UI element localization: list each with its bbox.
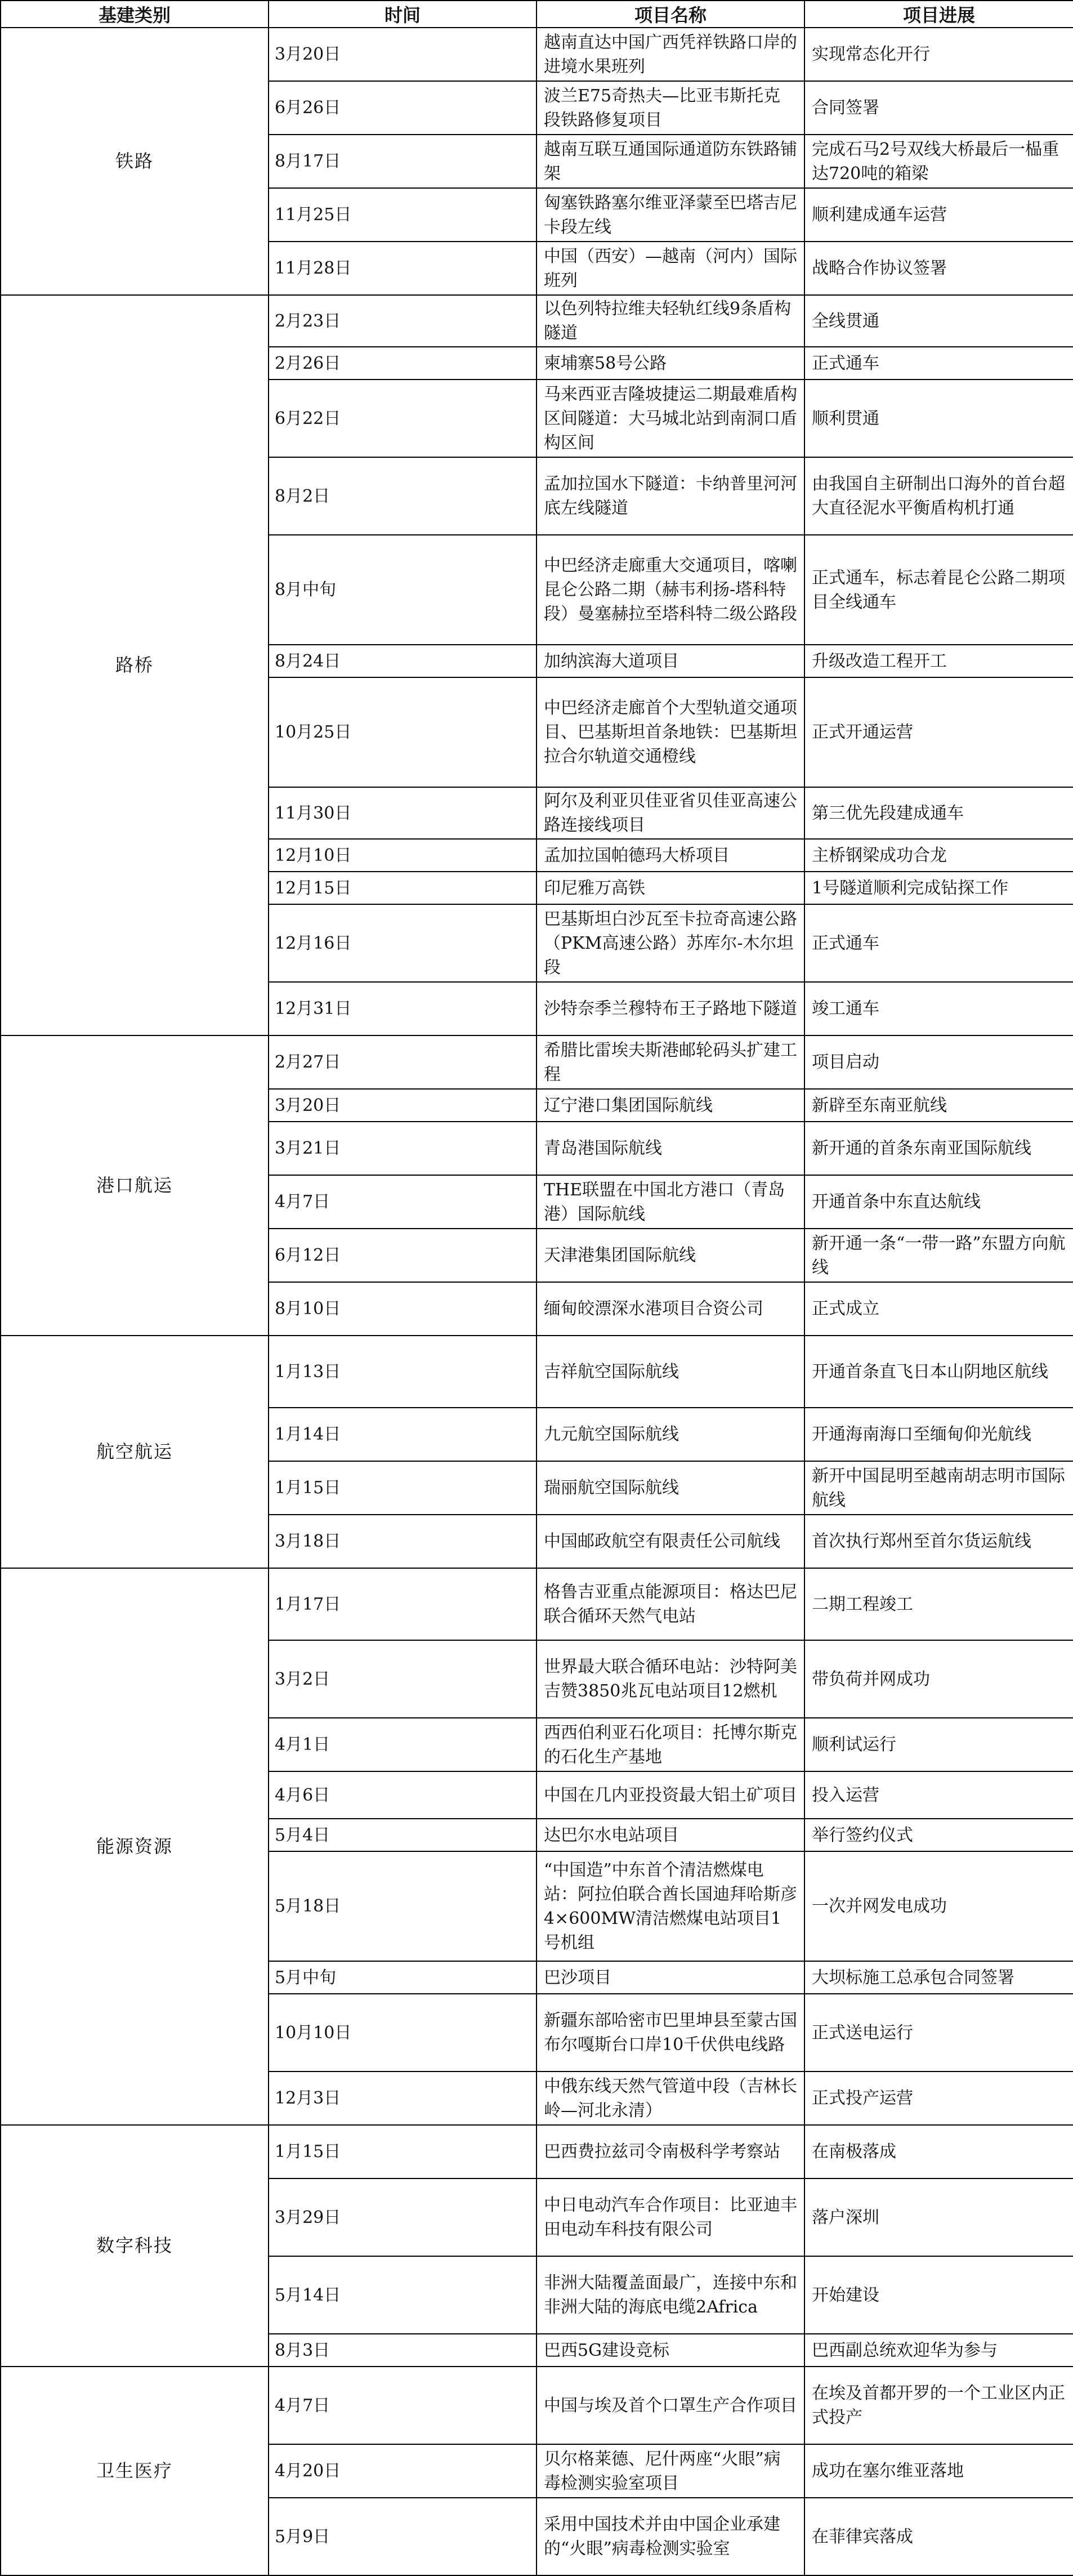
progress-cell: 实现常态化开行 (804, 28, 1073, 81)
time-cell: 2月27日 (269, 1035, 536, 1089)
project-name-cell: 新疆东部哈密市巴里坤县至蒙古国布尔嘎斯台口岸10千伏供电线路 (536, 1994, 804, 2071)
project-name-cell: 孟加拉国帕德玛大桥项目 (536, 839, 804, 872)
table-row (1, 28, 1073, 81)
project-name-cell: 巴西费拉兹司令南极科学考察站 (536, 2125, 804, 2178)
progress-cell: 全线贯通 (804, 295, 1073, 347)
time-cell: 1月15日 (269, 2125, 536, 2178)
project-name-cell: 沙特奈季兰穆特布王子路地下隧道 (536, 982, 804, 1035)
time-cell: 3月18日 (269, 1515, 536, 1568)
project-name-cell: 越南互联互通国际通道防东铁路铺架 (536, 135, 804, 188)
table-row (1, 295, 1073, 347)
progress-cell: 首次执行郑州至首尔货运航线 (804, 1515, 1073, 1568)
progress-cell: 顺利贯通 (804, 380, 1073, 457)
project-name-cell: 匈塞铁路塞尔维亚泽蒙至巴塔吉尼卡段左线 (536, 188, 804, 242)
project-name-cell: 世界最大联合循环电站：沙特阿美吉赞3850兆瓦电站项目12燃机 (536, 1640, 804, 1718)
time-cell: 1月17日 (269, 1568, 536, 1640)
progress-cell: 成功在塞尔维亚落地 (804, 2444, 1073, 2498)
progress-cell: 合同签署 (804, 81, 1073, 135)
time-cell: 11月28日 (269, 242, 536, 295)
progress-cell: 新开通的首条东南亚国际航线 (804, 1122, 1073, 1175)
time-cell: 4月7日 (269, 1175, 536, 1229)
progress-cell: 一次并网发电成功 (804, 1851, 1073, 1961)
table-row (1, 2367, 1073, 2444)
progress-cell: 完成石马2号双线大桥最后一榀重达720吨的箱梁 (804, 135, 1073, 188)
time-cell: 12月10日 (269, 839, 536, 872)
time-cell: 11月30日 (269, 787, 536, 839)
category-cell: 路桥 (1, 295, 269, 1035)
table-row (1, 1035, 1073, 1089)
time-cell: 5月4日 (269, 1819, 536, 1851)
project-name-cell: 九元航空国际航线 (536, 1408, 804, 1461)
progress-cell: 正式成立 (804, 1282, 1073, 1336)
project-name-cell: 阿尔及利亚贝佳亚省贝佳亚高速公路连接线项目 (536, 787, 804, 839)
progress-cell: 正式通车 (804, 904, 1073, 982)
project-name-cell: THE联盟在中国北方港口（青岛港）国际航线 (536, 1175, 804, 1229)
project-name-cell: 希腊比雷埃夫斯港邮轮码头扩建工程 (536, 1035, 804, 1089)
progress-cell: 正式投产运营 (804, 2071, 1073, 2125)
time-cell: 8月17日 (269, 135, 536, 188)
category-cell: 航空航运 (1, 1336, 269, 1568)
project-name-cell: 缅甸皎漂深水港项目合资公司 (536, 1282, 804, 1336)
time-cell: 4月20日 (269, 2444, 536, 2498)
project-name-cell: 达巴尔水电站项目 (536, 1819, 804, 1851)
project-name-cell: 中国（西安）—越南（河内）国际班列 (536, 242, 804, 295)
time-cell: 5月14日 (269, 2256, 536, 2334)
project-name-cell: 西西伯利亚石化项目：托博尔斯克的石化生产基地 (536, 1718, 804, 1771)
category-cell: 能源资源 (1, 1568, 269, 2125)
table-row (1, 2125, 1073, 2178)
project-name-cell: 中巴经济走廊首个大型轨道交通项目、巴基斯坦首条地铁：巴基斯坦拉合尔轨道交通橙线 (536, 677, 804, 787)
progress-cell: 新开通一条“一带一路”东盟方向航线 (804, 1229, 1073, 1282)
time-cell: 8月10日 (269, 1282, 536, 1336)
project-name-cell: 马来西亚吉隆坡捷运二期最难盾构区间隧道：大马城北站到南洞口盾构区间 (536, 380, 804, 457)
project-name-cell: 中俄东线天然气管道中段（吉林长岭—河北永清） (536, 2071, 804, 2125)
progress-cell: 正式通车 (804, 347, 1073, 380)
progress-cell: 由我国自主研制出口海外的首台超大直径泥水平衡盾构机打通 (804, 457, 1073, 535)
project-name-cell: 吉祥航空国际航线 (536, 1336, 804, 1408)
project-name-cell: 巴基斯坦白沙瓦至卡拉奇高速公路（PKM高速公路）苏库尔-木尔坦段 (536, 904, 804, 982)
progress-cell: 在埃及首都开罗的一个工业区内正式投产 (804, 2367, 1073, 2444)
time-cell: 6月22日 (269, 380, 536, 457)
project-name-cell: 中日电动汽车合作项目：比亚迪丰田电动车科技有限公司 (536, 2178, 804, 2256)
time-cell: 11月25日 (269, 188, 536, 242)
time-cell: 5月中旬 (269, 1961, 536, 1994)
project-name-cell: 贝尔格莱德、尼什两座“火眼”病毒检测实验室项目 (536, 2444, 804, 2498)
time-cell: 12月15日 (269, 872, 536, 904)
progress-cell: 在菲律宾落成 (804, 2498, 1073, 2575)
project-name-cell: 以色列特拉维夫轻轨红线9条盾构隧道 (536, 295, 804, 347)
progress-cell: 第三优先段建成通车 (804, 787, 1073, 839)
table-row (1, 1568, 1073, 1640)
progress-cell: 投入运营 (804, 1771, 1073, 1819)
project-name-cell: “中国造”中东首个清洁燃煤电站：阿拉伯联合酋长国迪拜哈斯彦4×600MW清洁燃煤电站项目1号机组 (536, 1851, 804, 1961)
progress-cell: 顺利建成通车运营 (804, 188, 1073, 242)
time-cell: 1月14日 (269, 1408, 536, 1461)
time-cell: 3月20日 (269, 1089, 536, 1122)
progress-cell: 升级改造工程开工 (804, 645, 1073, 677)
progress-cell: 开通首条中东直达航线 (804, 1175, 1073, 1229)
progress-cell: 顺利试运行 (804, 1718, 1073, 1771)
progress-cell: 竣工通车 (804, 982, 1073, 1035)
progress-cell: 正式通车，标志着昆仑公路二期项目全线通车 (804, 535, 1073, 645)
progress-cell: 大坝标施工总承包合同签署 (804, 1961, 1073, 1994)
time-cell: 5月9日 (269, 2498, 536, 2575)
progress-cell: 战略合作协议签署 (804, 242, 1073, 295)
progress-cell: 开通首条直飞日本山阴地区航线 (804, 1336, 1073, 1408)
progress-cell: 开始建设 (804, 2256, 1073, 2334)
progress-cell: 正式开通运营 (804, 677, 1073, 787)
time-cell: 1月13日 (269, 1336, 536, 1408)
progress-cell: 举行签约仪式 (804, 1819, 1073, 1851)
time-cell: 10月10日 (269, 1994, 536, 2071)
project-name-cell: 波兰E75奇热夫—比亚韦斯托克段铁路修复项目 (536, 81, 804, 135)
progress-cell: 1号隧道顺利完成钻探工作 (804, 872, 1073, 904)
progress-cell: 项目启动 (804, 1035, 1073, 1089)
progress-cell: 带负荷并网成功 (804, 1640, 1073, 1718)
project-name-cell: 中国邮政航空有限责任公司航线 (536, 1515, 804, 1568)
time-cell: 10月25日 (269, 677, 536, 787)
project-name-cell: 巴沙项目 (536, 1961, 804, 1994)
project-name-cell: 中国与埃及首个口罩生产合作项目 (536, 2367, 804, 2444)
time-cell: 12月16日 (269, 904, 536, 982)
time-cell: 2月23日 (269, 295, 536, 347)
time-cell: 1月15日 (269, 1461, 536, 1515)
time-cell: 3月29日 (269, 2178, 536, 2256)
progress-cell: 新辟至东南亚航线 (804, 1089, 1073, 1122)
category-cell: 数字科技 (1, 2125, 269, 2367)
project-name-cell: 柬埔寨58号公路 (536, 347, 804, 380)
time-cell: 3月21日 (269, 1122, 536, 1175)
time-cell: 8月24日 (269, 645, 536, 677)
project-name-cell: 印尼雅万高铁 (536, 872, 804, 904)
project-name-cell: 中巴经济走廊重大交通项目，喀喇昆仑公路二期（赫韦利扬-塔科特段）曼塞赫拉至塔科特二级公路段 (536, 535, 804, 645)
project-name-cell: 青岛港国际航线 (536, 1122, 804, 1175)
table-row (1, 1336, 1073, 1408)
progress-cell: 主桥钢梁成功合龙 (804, 839, 1073, 872)
time-cell: 12月3日 (269, 2071, 536, 2125)
time-cell: 4月6日 (269, 1771, 536, 1819)
project-name-cell: 加纳滨海大道项目 (536, 645, 804, 677)
progress-cell: 开通海南海口至缅甸仰光航线 (804, 1408, 1073, 1461)
time-cell: 8月中旬 (269, 535, 536, 645)
header-category: 基建类别 (1, 1, 269, 28)
time-cell: 8月3日 (269, 2334, 536, 2367)
project-name-cell: 巴西5G建设竞标 (536, 2334, 804, 2367)
time-cell: 5月18日 (269, 1851, 536, 1961)
time-cell: 6月12日 (269, 1229, 536, 1282)
time-cell: 3月20日 (269, 28, 536, 81)
header-project-name: 项目名称 (536, 1, 804, 28)
table-body (1, 28, 1073, 2575)
time-cell: 6月26日 (269, 81, 536, 135)
header-progress: 项目进展 (804, 1, 1073, 28)
progress-cell: 二期工程竣工 (804, 1568, 1073, 1640)
time-cell: 3月2日 (269, 1640, 536, 1718)
project-name-cell: 格鲁吉亚重点能源项目：格达巴尼联合循环天然气电站 (536, 1568, 804, 1640)
time-cell: 8月2日 (269, 457, 536, 535)
header-time: 时间 (269, 1, 536, 28)
category-cell: 港口航运 (1, 1035, 269, 1336)
time-cell: 12月31日 (269, 982, 536, 1035)
progress-cell: 落户深圳 (804, 2178, 1073, 2256)
project-name-cell: 非洲大陆覆盖面最广，连接中东和非洲大陆的海底电缆2Africa (536, 2256, 804, 2334)
project-name-cell: 中国在几内亚投资最大铝土矿项目 (536, 1771, 804, 1819)
progress-cell: 新开中国昆明至越南胡志明市国际航线 (804, 1461, 1073, 1515)
time-cell: 4月1日 (269, 1718, 536, 1771)
project-name-cell: 孟加拉国水下隧道：卡纳普里河河底左线隧道 (536, 457, 804, 535)
header-row (1, 1, 1073, 28)
project-name-cell: 越南直达中国广西凭祥铁路口岸的进境水果班列 (536, 28, 804, 81)
progress-cell: 在南极落成 (804, 2125, 1073, 2178)
progress-cell: 正式送电运行 (804, 1994, 1073, 2071)
time-cell: 4月7日 (269, 2367, 536, 2444)
category-cell: 铁路 (1, 28, 269, 295)
category-cell: 卫生医疗 (1, 2367, 269, 2575)
time-cell: 2月26日 (269, 347, 536, 380)
project-name-cell: 采用中国技术并由中国企业承建的“火眼”病毒检测实验室 (536, 2498, 804, 2575)
project-name-cell: 天津港集团国际航线 (536, 1229, 804, 1282)
project-name-cell: 辽宁港口集团国际航线 (536, 1089, 804, 1122)
progress-cell: 巴西副总统欢迎华为参与 (804, 2334, 1073, 2367)
project-name-cell: 瑞丽航空国际航线 (536, 1461, 804, 1515)
